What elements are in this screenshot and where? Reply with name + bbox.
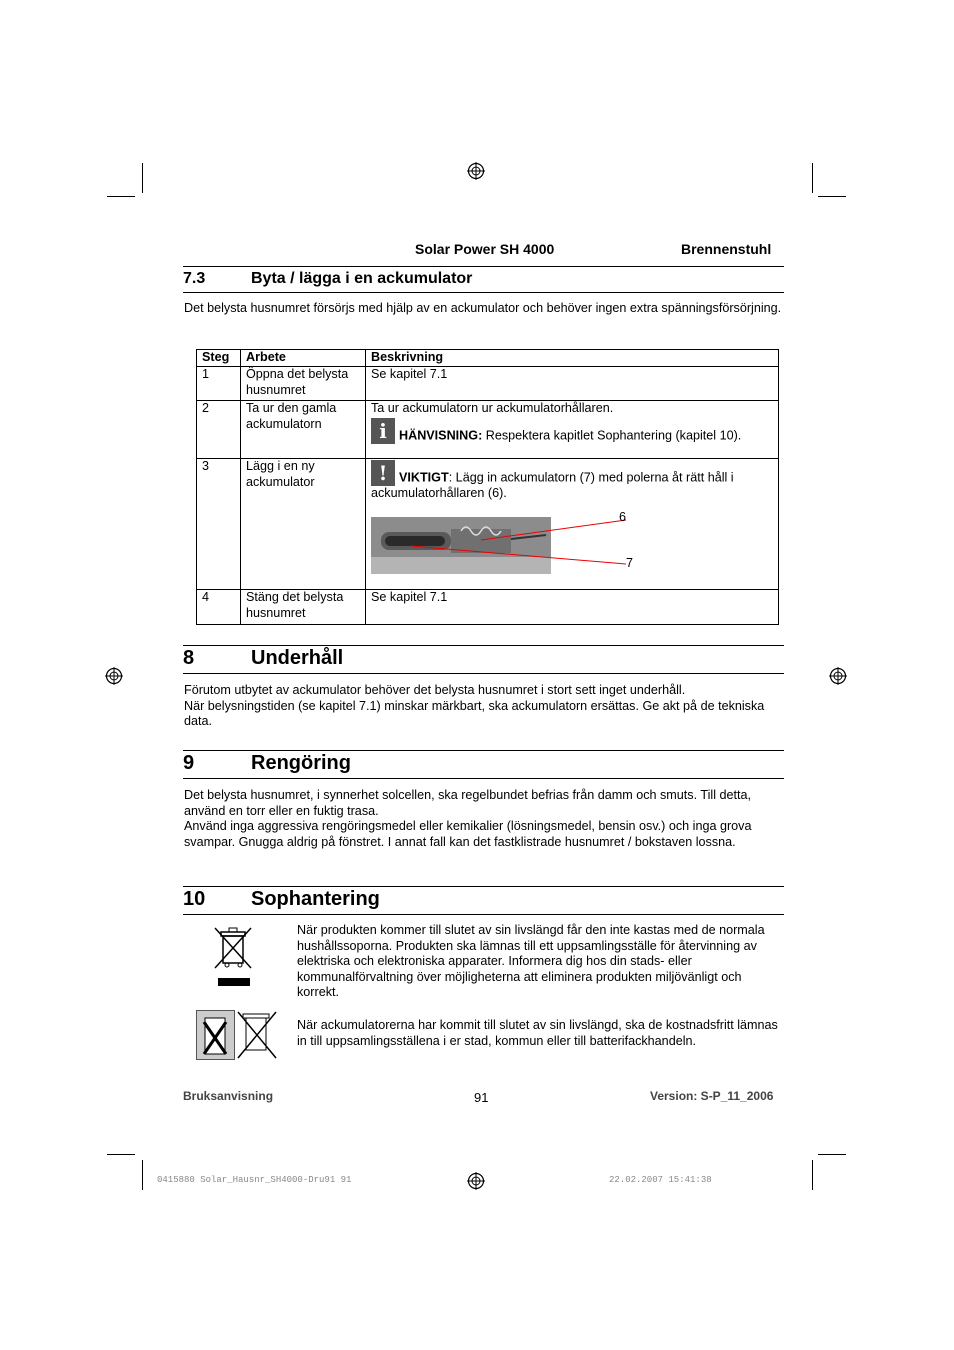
warning-icon: ! [371, 460, 395, 486]
section-heading-7-3 [183, 270, 784, 288]
registration-mark-icon [467, 162, 485, 180]
callout-6: 6 [619, 510, 627, 524]
section-rule [183, 778, 784, 779]
col-header-description: Beskrivning [366, 350, 779, 367]
step-work: Ta ur den gamla ackumulatorn [241, 401, 366, 459]
paragraph: Det belysta husnumret, i synnerhet solcellen, ska regelbundet befrias från damm och smuts. Till detta, använd en torr eller en fuktig trasa. [184, 788, 751, 818]
info-icon: i [371, 418, 395, 444]
table-row [197, 459, 779, 590]
crop-mark [107, 196, 135, 197]
section-9-text [184, 788, 784, 850]
section-rule [183, 292, 784, 293]
crop-mark [818, 1154, 846, 1155]
col-header-work: Arbete [241, 350, 366, 367]
section-rule [183, 750, 784, 751]
callout-7: 7 [626, 556, 634, 570]
section-rule [183, 914, 784, 915]
table-header-row [197, 350, 779, 367]
section-number: 10 [183, 888, 206, 910]
registration-mark-icon [829, 667, 847, 685]
section-7-3-intro: Det belysta husnumret försörjs med hjälp av en ackumulator och behöver ingen extra spänningsförsörjning. [184, 301, 782, 315]
step-description-cell [366, 459, 779, 590]
section-number: 7.3 [183, 270, 206, 287]
battery-disposal-icon [196, 1010, 278, 1060]
note-label: HÄNVISNING: [399, 428, 483, 442]
section-heading-10 [183, 888, 784, 911]
warning-text: : Lägg in ackumulatorn (7) med polerna åt rätt håll i ackumulatorhållaren (6). [371, 470, 734, 500]
section-number: 8 [183, 647, 195, 669]
step-work: Stäng det belysta husnumret [241, 590, 366, 625]
section-rule [183, 673, 784, 674]
steps-table [196, 349, 779, 625]
paragraph: När belysningstiden (se kapitel 7.1) minskar märkbart, ska ackumulatorn ersättas. Ge akt på de tekniska data. [184, 698, 765, 729]
section-title: Sophantering [251, 888, 380, 910]
section-rule [183, 886, 784, 887]
weee-crossed-bin-icon [212, 926, 254, 988]
warning-label: VIKTIGT [399, 470, 449, 485]
table-row [197, 367, 779, 401]
header-product: Solar Power SH 4000 [415, 241, 555, 257]
step-description: Se kapitel 7.1 [366, 590, 779, 625]
note-text: Respektera kapitlet Sophantering (kapitel 10). [482, 428, 742, 442]
table-row [197, 401, 779, 459]
section-rule [183, 645, 784, 646]
crop-mark [142, 163, 143, 193]
footer-left: Bruksanvisning [183, 1089, 274, 1103]
section-number: 9 [183, 752, 195, 774]
print-date-info: 22.02.2007 15:41:38 [609, 1175, 712, 1185]
warning-note [371, 460, 773, 502]
section-10-text-2: När ackumulatorerna har kommit till slutet av sin livslängd, ska de kostnadsfritt lämnas in till uppsamlingsställena i er stad, kommun eller till batterifackhandeln. [297, 1018, 778, 1048]
crop-mark [812, 163, 813, 193]
step-number: 4 [197, 590, 241, 625]
battery-holder-photo [371, 517, 641, 577]
step-number: 2 [197, 401, 241, 459]
crop-mark [107, 1154, 135, 1155]
registration-mark-icon [467, 1172, 485, 1190]
step-description: Ta ur ackumulatorn ur ackumulatorhållaren. [371, 401, 614, 415]
info-note [371, 418, 773, 444]
step-work: Öppna det belysta husnumret [241, 367, 366, 401]
step-number: 1 [197, 367, 241, 401]
step-description-cell [366, 401, 779, 459]
section-title: Byta / lägga i en ackumulator [251, 270, 473, 287]
section-heading-9 [183, 752, 784, 775]
paragraph: Förutom utbytet av ackumulator behöver det belysta husnumret i stort sett inget underhåll. [184, 683, 686, 697]
section-title: Rengöring [251, 752, 351, 774]
header-brand: Brennenstuhl [681, 241, 772, 257]
step-description: Se kapitel 7.1 [366, 367, 779, 401]
section-10-text-1: När produkten kommer till slutet av sin livslängd får den inte kastas med de normala hushållssoporna. Produkten ska lämnas till ett uppsamlingsställe för återvinning av elektriska och elektroniska apparater. Informera dig hos din stads- eller kommunalförvaltning över möjligheterna att eliminera produkten miljövänligt och korrekt. [297, 923, 765, 1000]
section-8-text [184, 683, 784, 730]
crop-mark [142, 1160, 143, 1190]
section-heading-8 [183, 647, 784, 670]
section-title: Underhåll [251, 647, 344, 669]
footer-version: Version: S-P_11_2006 [650, 1089, 774, 1103]
print-file-info: 0415880 Solar_Hausnr_SH4000-Dru91 91 [157, 1175, 352, 1185]
crop-mark [818, 196, 846, 197]
page-number: 91 [474, 1090, 489, 1105]
step-number: 3 [197, 459, 241, 590]
paragraph: Använd inga aggressiva rengöringsmedel eller kemikalier (lösningsmedel, bensin osv.) och inga grova svampar. Gnugga aldrig på fönstret. I annat fall kan det fastklistrade husnumret / bokstaven lossna. [184, 819, 752, 849]
step-work: Lägg i en ny ackumulator [241, 459, 366, 590]
table-row [197, 590, 779, 625]
crop-mark [812, 1160, 813, 1190]
registration-mark-icon [105, 667, 123, 685]
header-rule [183, 266, 784, 267]
col-header-step: Steg [197, 350, 241, 367]
